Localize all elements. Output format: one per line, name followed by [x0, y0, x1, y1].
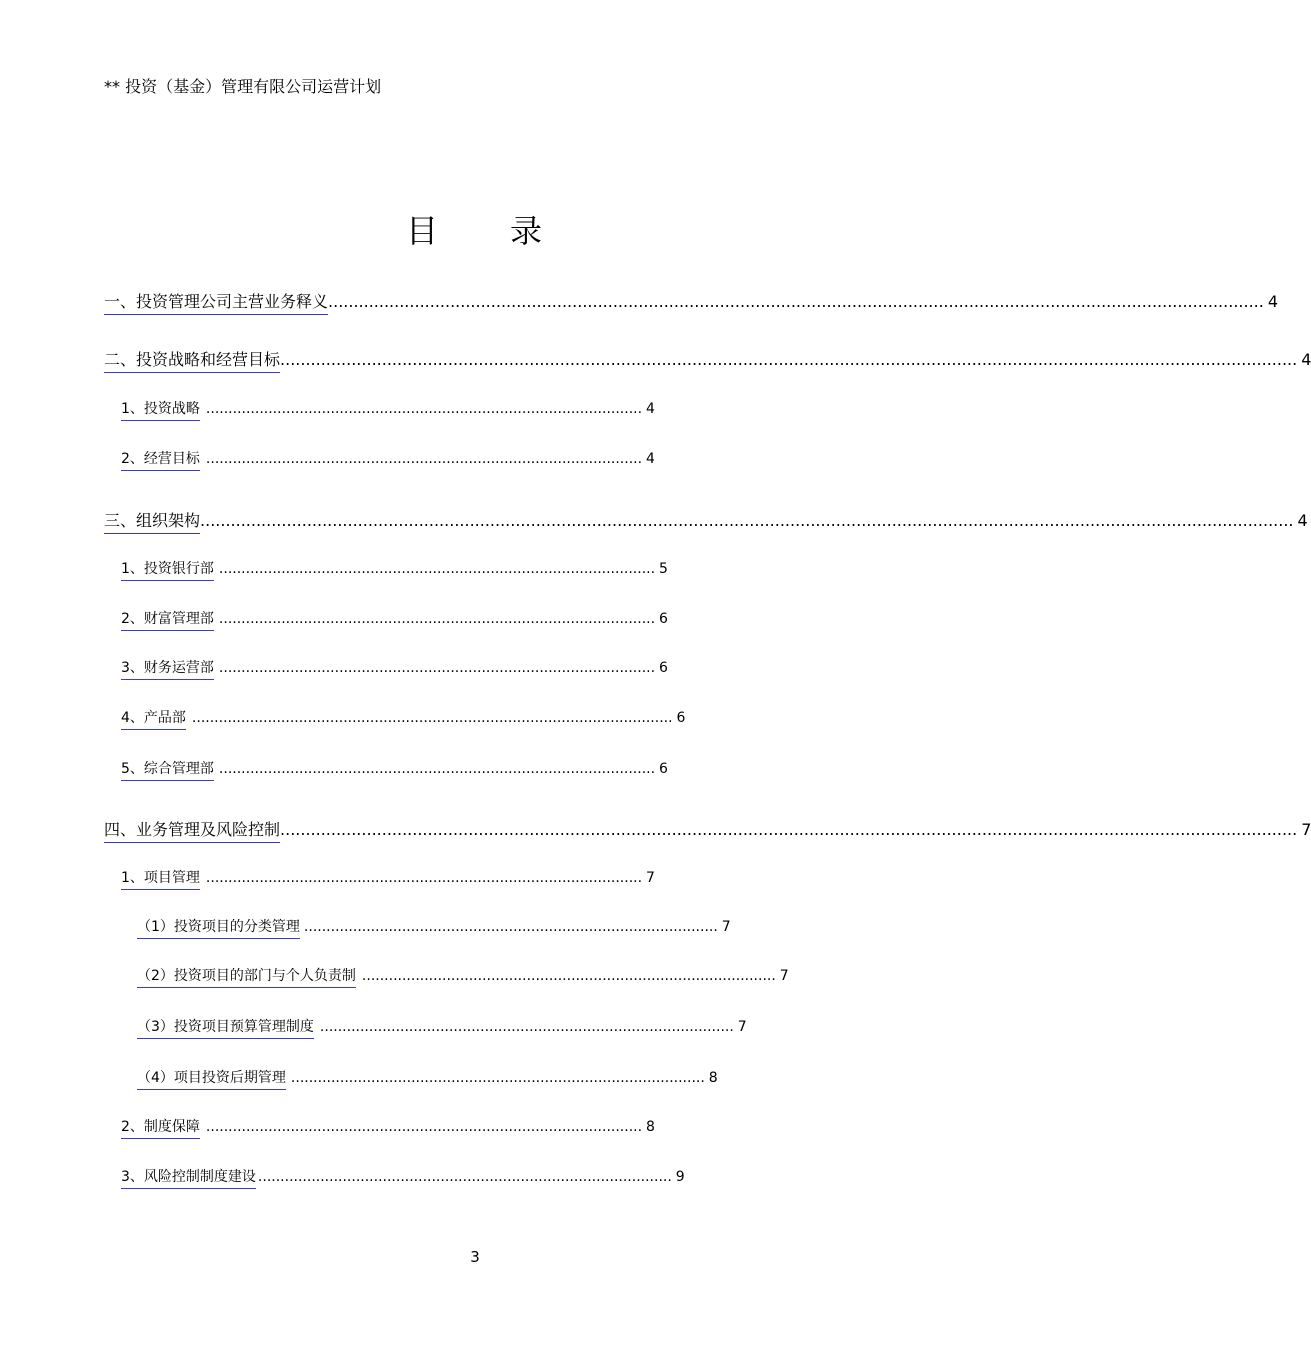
- toc-leader-dots: .............................................................................................: [290, 1070, 705, 1086]
- toc-leader-dots: ............................................................................................................: [191, 710, 673, 726]
- toc-entry-page: 6: [659, 611, 668, 627]
- toc-entry-page: 6: [659, 660, 668, 676]
- toc-entry-page: 8: [646, 1119, 655, 1135]
- toc-entry-label[interactable]: （2）投资项目的部门与个人负责制: [137, 965, 356, 988]
- toc-leader-dots: ........................................................................................................................................................................................: [328, 292, 1264, 311]
- toc-entry-page: 4: [1301, 350, 1311, 369]
- toc-entry-11[interactable]: [104, 817, 1311, 843]
- toc-entry-label[interactable]: 二、投资战略和经营目标: [104, 347, 280, 373]
- toc-entry-label[interactable]: 2、制度保障: [121, 1116, 200, 1139]
- toc-leader-dots: ..................................................................................................: [218, 660, 656, 676]
- toc-leader-dots: ..................................................................................................: [205, 1119, 643, 1135]
- toc-leader-dots: ..................................................................................................: [218, 611, 656, 627]
- toc-entry-page: 7: [646, 870, 655, 886]
- toc-entry-label[interactable]: 2、财富管理部: [121, 608, 214, 631]
- toc-leader-dots: ........................................................................................................................................................................................................: [280, 820, 1298, 839]
- toc-entry-page: 4: [1297, 511, 1308, 530]
- toc-entry-18[interactable]: [121, 1166, 685, 1189]
- toc-entry-15[interactable]: [137, 1016, 747, 1039]
- toc-entry-page: 4: [646, 401, 655, 417]
- toc-entry-page: 4: [1267, 292, 1279, 311]
- toc-entry-label[interactable]: 5、综合管理部: [121, 758, 214, 781]
- toc-entry-14[interactable]: [137, 965, 789, 988]
- toc-entry-page: 5: [659, 561, 668, 577]
- toc-entry-3[interactable]: [121, 398, 655, 421]
- toc-entry-16[interactable]: [137, 1067, 718, 1090]
- toc-entry-1[interactable]: [104, 289, 1279, 315]
- toc-entry-label[interactable]: （4）项目投资后期管理: [137, 1067, 286, 1090]
- toc-entry-label[interactable]: 四、业务管理及风险控制: [104, 817, 280, 843]
- toc-entry-page: 6: [676, 710, 686, 726]
- toc-entry-label[interactable]: （1）投资项目的分类管理: [137, 916, 300, 939]
- toc-entry-page: 6: [659, 761, 668, 777]
- toc-entry-label[interactable]: 1、项目管理: [121, 867, 200, 890]
- toc-entry-5[interactable]: [104, 508, 1308, 534]
- toc-leader-dots: .............................................................................................: [361, 968, 776, 984]
- toc-entry-6[interactable]: [121, 558, 668, 581]
- toc-entry-page: 4: [646, 451, 655, 467]
- toc-entry-page: 7: [721, 919, 731, 935]
- toc-leader-dots: .............................................................................................: [319, 1019, 734, 1035]
- page-number: 3: [470, 1248, 480, 1266]
- toc-entry-label[interactable]: （3）投资项目预算管理制度: [137, 1016, 314, 1039]
- toc-entry-label[interactable]: 一、投资管理公司主营业务释义: [104, 289, 328, 315]
- toc-leader-dots: ..................................................................................................: [205, 401, 643, 417]
- toc-entry-label[interactable]: 1、投资战略: [121, 398, 200, 421]
- toc-leader-dots: .............................................................................................: [303, 919, 718, 935]
- toc-entry-label[interactable]: 4、产品部: [121, 707, 186, 730]
- toc-entry-page: 7: [737, 1019, 747, 1035]
- toc-entry-label[interactable]: 2、经营目标: [121, 448, 200, 471]
- toc-leader-dots: ..................................................................................................: [218, 561, 656, 577]
- toc-entry-7[interactable]: [121, 608, 668, 631]
- document-header: ** 投资（基金）管理有限公司运营计划: [104, 77, 382, 96]
- toc-entry-page: 9: [675, 1169, 685, 1185]
- toc-entry-2[interactable]: [104, 347, 1311, 373]
- toc-entry-label[interactable]: 3、财务运营部: [121, 657, 214, 680]
- toc-entry-page: 7: [779, 968, 789, 984]
- toc-leader-dots: ..................................................................................................: [218, 761, 656, 777]
- toc-entry-label[interactable]: 3、风险控制制度建设: [121, 1166, 256, 1189]
- toc-leader-dots: ..................................................................................................: [205, 870, 643, 886]
- toc-title: [0, 206, 950, 252]
- toc-entry-10[interactable]: [121, 758, 668, 781]
- toc-leader-dots: .......................................................................................................................................................................................................................: [200, 511, 1294, 530]
- toc-leader-dots: ..................................................................................................: [205, 451, 643, 467]
- toc-entry-13[interactable]: [137, 916, 731, 939]
- toc-leader-dots: ........................................................................................................................................................................................................: [280, 350, 1298, 369]
- toc-entry-page: 7: [1301, 820, 1311, 839]
- toc-entry-4[interactable]: [121, 448, 655, 471]
- toc-entry-label[interactable]: 三、组织架构: [104, 508, 200, 534]
- toc-leader-dots: .............................................................................................: [257, 1169, 672, 1185]
- toc-entry-label[interactable]: 1、投资银行部: [121, 558, 214, 581]
- toc-title-char-2: 录: [510, 212, 545, 250]
- toc-entry-page: 8: [708, 1070, 718, 1086]
- toc-entry-9[interactable]: [121, 707, 686, 730]
- toc-entry-17[interactable]: [121, 1116, 655, 1139]
- toc-entry-8[interactable]: [121, 657, 668, 680]
- toc-entry-12[interactable]: [121, 867, 655, 890]
- toc-title-char-1: 目: [405, 212, 440, 250]
